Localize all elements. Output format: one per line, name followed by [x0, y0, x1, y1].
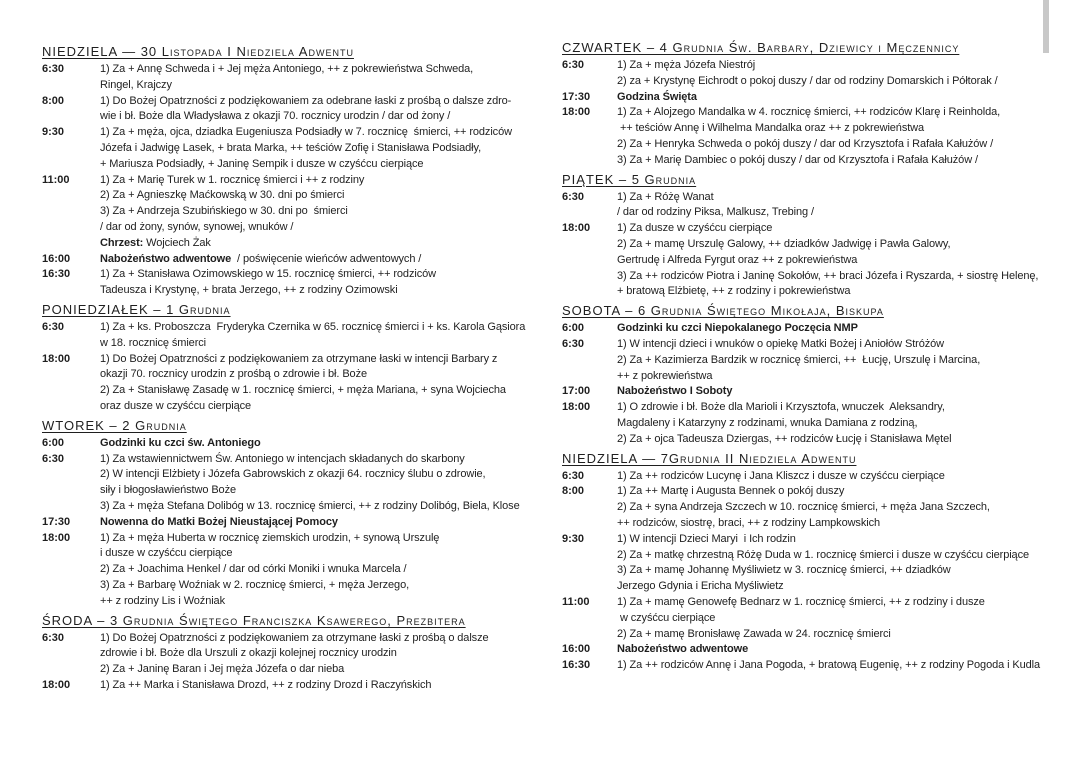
- entry-time: 6:30: [42, 63, 65, 75]
- day-heading: PONIEDZIAŁEK – 1 Grudnia: [42, 301, 231, 317]
- intention-line: [617, 137, 1072, 153]
- intention-text: ++ z rodziny Lis i Woźniak: [100, 594, 225, 607]
- intention-line: [100, 562, 547, 578]
- intention-line: [617, 563, 1072, 579]
- mass-entry: [562, 221, 1072, 300]
- intention-line: [100, 546, 547, 562]
- intention-text: zdrowie i bł. Boże dla Urszuli z okazji kolejnej rocznicy urodzin: [100, 647, 397, 660]
- intention-text: Gertrudę i Alfreda Fyrgut oraz ++ z pokrewieństwa: [617, 253, 858, 266]
- intention-text: i dusze w czyśćcu cierpiące: [100, 547, 233, 560]
- intention-line: [617, 516, 1072, 532]
- intention-text: 1) W intencji Dzieci Maryi i Ich rodzin: [617, 532, 796, 545]
- entry-time: 18:00: [42, 352, 71, 365]
- entry-lines: [100, 252, 547, 268]
- mass-entry: [562, 105, 1072, 168]
- entry-lines: [100, 452, 547, 515]
- intention-text: 2) Za + ojca Tadeusza Dziergas, ++ rodziców Łucję i Stanisława Mętel: [617, 432, 952, 445]
- intention-text: 2) Za + matkę chrzestną Różę Duda w 1. rocznicę śmierci i dusze w czyśćcu cierpiące: [617, 548, 1029, 561]
- entry-lines: [100, 436, 547, 452]
- intention-text: ++ z pokrewieństwa: [617, 369, 713, 382]
- intention-text: 1) Za + Stanisława Ozimowskiego w 15. rocznicę śmierci, ++ rodziców: [100, 268, 436, 281]
- intention-line: [617, 611, 1072, 627]
- intention-text: wie i bł. Boże dla Władysława z okazji 70. rocznicy urodzin / dar od żony /: [100, 110, 451, 123]
- day-heading: ŚRODA – 3 Grudnia Świętego Franciszka Ksawerego, Prezbitera: [42, 612, 466, 628]
- intention-text: 1) Za + Alojzego Mandalka w 4. rocznicę śmierci, ++ rodziców Klarę i Reinholda,: [617, 106, 1001, 119]
- intention-text: 2) Za + mamę Urszulę Galowy, ++ dziadków Jadwigę i Pawła Galowy,: [617, 237, 951, 250]
- intention-line: [617, 469, 1072, 485]
- entry-time: 8:00: [42, 94, 65, 107]
- intention-text: 1) O zdrowie i bł. Boże dla Marioli i Krzysztofa, wnuczek Aleksandry,: [617, 401, 945, 414]
- intention-text: ++ teściów Annę i Wilhelma Mandalka oraz ++ z pokrewieństwa: [617, 122, 925, 135]
- entry-lines: [617, 337, 1072, 384]
- entry-time: 6:30: [562, 59, 585, 71]
- intention-text: 1) W intencji dzieci i wnuków o opiekę Matki Bożej i Aniołów Stróżów: [617, 337, 945, 350]
- day-section: [42, 418, 547, 610]
- intention-text: 1) Za + Annę Schweda i + Jej męża Antoniego, ++ z pokrewieństwa Schweda,: [100, 63, 474, 75]
- intention-line: [617, 284, 1072, 300]
- entry-lines: [100, 320, 547, 352]
- mass-entry: [562, 337, 1072, 384]
- intention-text: Jerzego Gdynia i Ericha Myśliwietz: [617, 580, 784, 593]
- entry-lines: [617, 400, 1072, 447]
- intention-line: [100, 141, 547, 157]
- intention-text: 2) Za + Agnieszkę Maćkowską w 30. dni po śmierci: [100, 189, 345, 202]
- entry-lines: [617, 658, 1072, 674]
- intention-line: [100, 646, 547, 662]
- intention-line: [617, 416, 1072, 432]
- intention-line: [617, 269, 1072, 285]
- intention-line: [100, 173, 547, 189]
- entry-lines: [617, 484, 1072, 531]
- entry-lines: [617, 321, 1072, 337]
- intention-line: [617, 105, 1072, 121]
- intention-text: 2) za + Krystynę Eichrodt o pokoj duszy / dar od rodziny Domarskich i Półtorak /: [617, 74, 998, 87]
- intention-bold-text: Nowenna do Matki Bożej Nieustającej Pomocy: [100, 515, 338, 528]
- intention-text: 1) Za dusze w czyśćcu cierpiące: [617, 222, 773, 235]
- entry-time: 6:00: [42, 436, 65, 449]
- entry-time: 17:30: [562, 90, 591, 103]
- mass-entry: [42, 320, 547, 352]
- intention-text: 1) Za + mamę Genowefę Bednarz w 1. rocznicę śmierci, ++ z rodziny i dusze: [617, 595, 985, 608]
- intention-line: [617, 642, 1072, 658]
- entry-time: 9:30: [42, 126, 65, 139]
- intention-line: [617, 627, 1072, 643]
- intention-line: [100, 578, 547, 594]
- mass-entry: [42, 173, 547, 252]
- intention-text: 3) Za + Marię Dambiec o pokój duszy / dar od Krzysztofa i Rafała Kałużów /: [617, 153, 978, 166]
- intention-bold-text: Chrzest:: [100, 236, 144, 249]
- entry-lines: [100, 352, 547, 415]
- entry-lines: [617, 90, 1072, 106]
- entry-lines: [617, 469, 1072, 485]
- intention-text: / dar od żony, synów, synowej, wnuków /: [100, 220, 294, 233]
- intention-text: / poświęcenie wieńców adwentowych /: [231, 252, 422, 265]
- day-section: [562, 451, 1072, 674]
- entry-lines: [617, 642, 1072, 658]
- intention-line: [100, 662, 547, 678]
- entry-time: 18:00: [562, 401, 591, 414]
- entry-lines: [100, 94, 547, 126]
- entry-time: 6:30: [562, 337, 585, 350]
- intention-bold-text: Nabożeństwo adwentowe: [100, 252, 232, 265]
- day-heading: CZWARTEK – 4 Grudnia Św. Barbary, Dziewicy i Męczennicy: [562, 40, 960, 55]
- intention-line: [100, 267, 547, 283]
- intention-line: [100, 157, 547, 173]
- entry-time: 17:30: [42, 515, 71, 528]
- intention-bold-text: Godzina Święta: [617, 90, 697, 103]
- intention-line: [617, 337, 1072, 353]
- mass-entry: [42, 267, 547, 299]
- intention-line: [100, 78, 547, 94]
- entry-time: 18:00: [42, 531, 71, 544]
- intention-line: [617, 321, 1072, 337]
- entry-lines: [100, 531, 547, 610]
- intention-line: [100, 220, 547, 236]
- day-heading: NIEDZIELA — 30 Listopada I Niedziela Adwentu: [42, 44, 354, 59]
- entry-lines: [100, 631, 547, 678]
- column-right: [562, 40, 1072, 674]
- intention-line: [617, 658, 1072, 674]
- entry-time: 16:00: [562, 643, 591, 656]
- intention-text: + bratową Elżbietę, ++ z rodziny i pokrewieństwa: [617, 285, 851, 298]
- intention-text: 3) Za + męża Stefana Dolibóg w 13. rocznicę śmierci, ++ z rodziny Dolibóg, Biela, Klose: [100, 499, 520, 512]
- intention-text: oraz dusze w czyśćcu cierpiące: [100, 399, 252, 412]
- day-section: [42, 44, 547, 299]
- intention-text: 2) Za + mamę Bronisławę Zawada w 24. rocznicę śmierci: [617, 627, 891, 640]
- intention-line: [617, 595, 1072, 611]
- mass-entry: [562, 595, 1072, 642]
- mass-entry: [562, 532, 1072, 595]
- intention-text: 1) Za + Marię Turek w 1. rocznicę śmierci i ++ z rodziny: [100, 173, 365, 186]
- intention-line: [100, 204, 547, 220]
- intention-line: [617, 237, 1072, 253]
- mass-entry: [562, 190, 1072, 222]
- intention-line: [617, 384, 1072, 400]
- intention-line: [100, 531, 547, 547]
- intention-line: [100, 94, 547, 110]
- intention-line: [100, 62, 547, 78]
- entry-lines: [100, 62, 547, 94]
- intention-text: / dar od rodziny Piksa, Malkusz, Trebing /: [617, 206, 814, 219]
- day-section: [562, 172, 1072, 301]
- intention-text: 2) Za + Stanisławę Zasadę w 1. rocznicę śmierci, + męża Mariana, + syna Wojciecha: [100, 384, 506, 397]
- intention-bold-text: Godzinki ku czci św. Antoniego: [100, 436, 261, 449]
- intention-text: 1) Do Bożej Opatrzności z podziękowaniem za otrzymane łaski z prośbą o dalsze: [100, 631, 489, 644]
- entry-lines: [617, 105, 1072, 168]
- mass-entry: [42, 352, 547, 415]
- intention-line: [100, 483, 547, 499]
- entry-time: 16:30: [562, 659, 591, 672]
- intention-line: [100, 352, 547, 368]
- intention-line: [617, 58, 1072, 74]
- entry-time: 8:00: [562, 485, 585, 498]
- intention-line: [100, 499, 547, 515]
- intention-text: 1) Za wstawiennictwem Św. Antoniego w intencjach składanych do skarbony: [100, 452, 465, 465]
- intention-line: [617, 253, 1072, 269]
- intention-line: [100, 336, 547, 352]
- entry-lines: [100, 678, 547, 694]
- intention-text: 1) Za + męża Józefa Niestrój: [617, 59, 756, 71]
- intention-text: siły i błogosławieństwo Boże: [100, 484, 236, 497]
- entry-time: 17:00: [562, 385, 591, 398]
- intention-line: [617, 500, 1072, 516]
- entry-time: 9:30: [562, 532, 585, 545]
- intention-line: [617, 205, 1072, 221]
- intention-text: 2) Za + syna Andrzeja Szczech w 10. rocznicę śmierci, + męża Jana Szczech,: [617, 501, 990, 514]
- mass-entry: [562, 400, 1072, 447]
- intention-line: [100, 383, 547, 399]
- intention-text: 1) Do Bożej Opatrzności z podziękowaniem za odebrane łaski z prośbą o dalsze zdro-: [100, 94, 512, 107]
- intention-text: Józefa i Jadwigę Lasek, + brata Marka, ++ teściów Zofię i Stanisława Podsiadły,: [100, 141, 482, 154]
- intention-text: 2) Za + Henryka Schweda o pokój duszy / dar od Krzysztofa i Rafała Kałużów /: [617, 137, 994, 150]
- intention-text: 3) Za + mamę Johannę Myśliwietz w 3. rocznicę śmierci, ++ dziadków: [617, 564, 951, 577]
- intention-text: 3) Za + Barbarę Woźniak w 2. rocznicę śmierci, + męża Jerzego,: [100, 578, 410, 591]
- day-heading: WTOREK – 2 Grudnia: [42, 417, 187, 433]
- intention-line: [617, 353, 1072, 369]
- intention-line: [617, 400, 1072, 416]
- intention-line: [617, 579, 1072, 595]
- entry-lines: [100, 125, 547, 172]
- intention-line: [100, 399, 547, 415]
- entry-time: 6:30: [562, 469, 585, 482]
- mass-entry: [42, 62, 547, 94]
- entry-lines: [617, 384, 1072, 400]
- day-section: [42, 302, 547, 415]
- intention-line: [617, 532, 1072, 548]
- mass-entry: [562, 469, 1072, 485]
- intention-line: [617, 90, 1072, 106]
- day-heading: PIĄTEK – 5 Grudnia: [562, 171, 697, 187]
- entry-lines: [617, 595, 1072, 642]
- intention-line: [100, 631, 547, 647]
- intention-text: Magdaleny i Katarzyny z rodzinami, wnuka Damiana z rodziną,: [617, 416, 918, 429]
- intention-text: 3) Za + Andrzeja Szubińskiego w 30. dni po śmierci: [100, 205, 348, 218]
- intention-line: [617, 190, 1072, 206]
- intention-line: [100, 252, 547, 268]
- mass-entry: [42, 531, 547, 610]
- mass-entry: [42, 252, 547, 268]
- intention-line: [617, 153, 1072, 169]
- intention-line: [100, 452, 547, 468]
- entry-lines: [100, 515, 547, 531]
- intention-text: 2) Za + Kazimierza Bardzik w rocznicę śmierci, ++ Łucję, Urszulę i Marcina,: [617, 353, 981, 366]
- intention-bold-text: Godzinki ku czci Niepokalanego Poczęcia NMP: [617, 322, 858, 335]
- intention-text: Tadeusza i Krystynę, + brata Jerzego, ++ z rodziny Ozimowski: [100, 284, 398, 297]
- mass-entry: [562, 90, 1072, 106]
- intention-text: 1) Za + męża, ojca, dziadka Eugeniusza Podsiadły w 7. rocznicę śmierci, ++ rodziców: [100, 126, 512, 139]
- intention-bold-text: Nabożeństwo adwentowe: [617, 643, 749, 656]
- intention-text: ++ rodziców, siostrę, braci, ++ z rodziny Lampkowskich: [617, 516, 880, 529]
- entry-time: 6:30: [42, 320, 65, 333]
- mass-entry: [42, 631, 547, 678]
- entry-time: 6:30: [42, 631, 65, 644]
- intention-text: 1) Za + męża Huberta w rocznicę ziemskich urodzin, + synową Urszulę: [100, 531, 440, 544]
- intention-line: [100, 594, 547, 610]
- intention-line: [100, 367, 547, 383]
- intention-text: 1) Za + Różę Wanat: [617, 190, 714, 203]
- entry-lines: [100, 173, 547, 252]
- intention-text: Wojciech Żak: [143, 236, 211, 249]
- mass-entry: [42, 94, 547, 126]
- entry-time: 18:00: [562, 222, 591, 235]
- intention-text: okazji 70. rocznicy urodzin z prośbą o zdrowie i bł. Boże: [100, 368, 367, 381]
- intention-line: [100, 515, 547, 531]
- mass-entry: [42, 436, 547, 452]
- mass-entry: [42, 125, 547, 172]
- intention-text: 2) Za + Joachima Henkel / dar od córki Moniki i wnuka Marcela /: [100, 563, 407, 576]
- intention-text: 3) Za ++ rodziców Piotra i Janinę Sokołów, ++ braci Józefa i Ryszarda, + siostrę Helenę,: [617, 269, 1039, 282]
- intention-line: [100, 188, 547, 204]
- intention-line: [100, 320, 547, 336]
- intention-line: [617, 74, 1072, 90]
- mass-entry: [562, 384, 1072, 400]
- intention-text: 1) Za ++ Martę i Augusta Bennek o pokój duszy: [617, 485, 845, 498]
- entry-time: 16:30: [42, 268, 71, 281]
- intention-line: [617, 432, 1072, 448]
- entry-lines: [617, 190, 1072, 222]
- intention-text: + Mariusza Podsiadły, + Janinę Sempik i dusze w czyśćcu cierpiące: [100, 157, 424, 170]
- entry-lines: [617, 221, 1072, 300]
- intention-text: 1) Za ++ rodziców Lucynę i Jana Kliszcz i dusze w czyśćcu cierpiące: [617, 469, 945, 482]
- entry-lines: [617, 532, 1072, 595]
- entry-time: 11:00: [562, 595, 590, 608]
- intention-text: Ringel, Krajczy: [100, 78, 172, 91]
- entry-time: 6:30: [42, 452, 65, 465]
- intention-line: [617, 221, 1072, 237]
- intention-text: w czyśćcu cierpiące: [617, 611, 716, 624]
- intention-text: 1) Za ++ Marka i Stanisława Drozd, ++ z rodziny Drozd i Raczyńskich: [100, 678, 432, 691]
- intention-text: 1) Za ++ rodziców Annę i Jana Pogoda, + bratową Eugenię, ++ z rodziny Pogoda i Kudla: [617, 659, 1041, 672]
- mass-entry: [562, 642, 1072, 658]
- intention-line: [100, 236, 547, 252]
- entry-time: 6:00: [562, 322, 585, 335]
- intention-text: 2) W intencji Elżbiety i Józefa Gabrowskich z okazji 64. rocznicy ślubu o zdrowie,: [100, 468, 486, 481]
- intention-line: [100, 125, 547, 141]
- mass-entry: [42, 678, 547, 694]
- intention-text: w 18. rocznicę śmierci: [100, 336, 206, 349]
- intention-text: 2) Za + Janinę Baran i Jej męża Józefa o dar nieba: [100, 663, 345, 676]
- intention-line: [100, 283, 547, 299]
- intention-line: [100, 436, 547, 452]
- entry-time: 16:00: [42, 252, 71, 265]
- day-section: [562, 303, 1072, 447]
- intention-line: [617, 548, 1072, 564]
- day-section: [562, 40, 1072, 169]
- intention-line: [100, 109, 547, 125]
- mass-entry: [562, 321, 1072, 337]
- entry-time: 18:00: [562, 106, 591, 119]
- intention-line: [617, 369, 1072, 385]
- entry-time: 18:00: [42, 678, 71, 691]
- mass-entry: [42, 452, 547, 515]
- mass-entry: [42, 515, 547, 531]
- mass-entry: [562, 658, 1072, 674]
- day-heading: SOBOTA – 6 Grudnia Świętego Mikołaja, Biskupa: [562, 303, 884, 319]
- day-section: [42, 613, 547, 694]
- entry-time: 6:30: [562, 190, 585, 203]
- intention-line: [617, 121, 1072, 137]
- column-left: [42, 44, 547, 694]
- intention-bold-text: Nabożeństwo I Soboty: [617, 385, 733, 398]
- intention-line: [617, 484, 1072, 500]
- intention-line: [100, 467, 547, 483]
- mass-entry: [562, 58, 1072, 90]
- intention-text: 1) Za + ks. Proboszcza Fryderyka Czernika w 65. rocznicę śmierci i + ks. Karola Gąsiora: [100, 320, 526, 333]
- day-heading: NIEDZIELA — 7Grudnia II Niedziela Adwentu: [562, 450, 857, 466]
- entry-lines: [617, 58, 1072, 90]
- intention-line: [100, 678, 547, 694]
- intention-text: 1) Do Bożej Opatrzności z podziękowaniem za otrzymane łaski w intencji Barbary z: [100, 352, 498, 365]
- mass-entry: [562, 484, 1072, 531]
- entry-lines: [100, 267, 547, 299]
- entry-time: 11:00: [42, 173, 70, 186]
